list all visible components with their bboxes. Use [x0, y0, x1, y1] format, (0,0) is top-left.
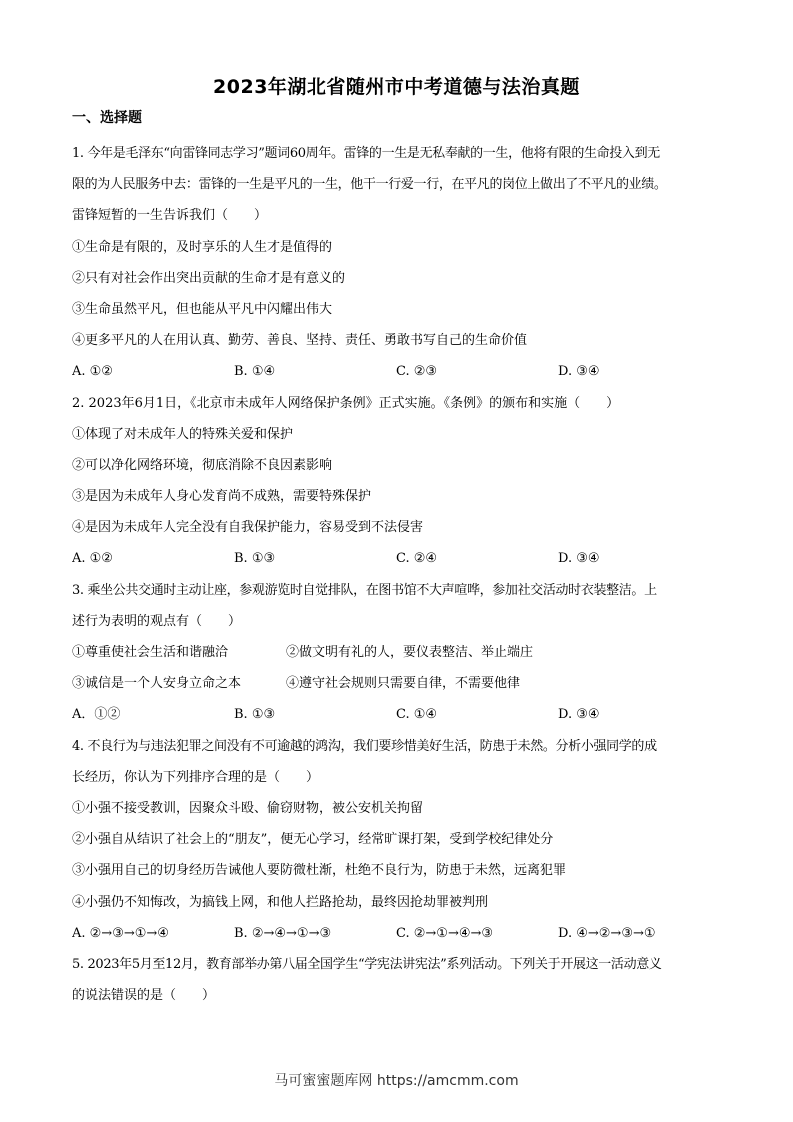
- question-4-options: [72, 918, 722, 949]
- question-1-stem-line-2: 限的为人民服务中去：雷锋的一生是平凡的一生，他干一行爱一行，在平凡的岗位上做出了不平凡的业绩。: [72, 177, 667, 193]
- question-4-stem-line-2: 长经历，你认为下列排序合理的是（ ）: [72, 769, 320, 785]
- option-c: C. ②④: [396, 551, 438, 567]
- option-b: B. ①③: [234, 707, 276, 723]
- question-2-item-4: ④是因为未成年人完全没有自我保护能力，容易受到不法侵害: [72, 520, 424, 536]
- question-2-stem-line-1: 2. 2023年6月1日，《北京市未成年人网络保护条例》正式实施。《条例》的颁布和实施（ ）: [72, 395, 620, 411]
- question-3-options: [72, 699, 722, 730]
- question-4-stem-line-1: 4. 不良行为与违法犯罪之间没有不可逾越的鸿沟，我们要珍惜美好生活，防患于未然。分析小强同学的成: [72, 738, 657, 754]
- option-d: D. ③④: [558, 551, 600, 567]
- question-2-item-1: ①体现了对未成年人的特殊关爱和保护: [72, 426, 294, 442]
- option-a: A. ①②: [72, 364, 113, 380]
- option-c: C. ②③: [396, 364, 438, 380]
- question-2-item-2: ②可以净化网络环境，彻底消除不良因素影响: [72, 457, 333, 473]
- option-b: B. ①③: [234, 551, 276, 567]
- question-4-item-1: ①小强不接受教训，因聚众斗殴、偷窃财物，被公安机关拘留: [72, 800, 424, 816]
- question-3-item-3: ③诚信是一个人安身立命之本: [72, 676, 242, 692]
- section-heading: 一、选择题: [72, 110, 142, 126]
- footer-watermark: 马可蜜蜜题库网 https://amcmm.com: [274, 1073, 519, 1089]
- question-3-items-row-1: [72, 637, 722, 668]
- question-5-stem-line-2: 的说法错误的是（ ）: [72, 988, 216, 1004]
- option-a: A. ①②: [72, 551, 113, 567]
- question-list: [72, 138, 722, 1011]
- option-c: C. ①④: [396, 707, 438, 723]
- question-4-item-2: ②小强自从结识了社会上的“朋友”，便无心学习，经常旷课打架，受到学校纪律处分: [72, 832, 554, 848]
- option-b: B. ①④: [234, 364, 276, 380]
- question-1-item-4: ④更多平凡的人在用认真、勤劳、善良、坚持、责任、勇敢书写自己的生命价值: [72, 333, 528, 349]
- option-a: A．①②: [72, 707, 121, 723]
- question-1-stem-line-3: 雷锋短暂的一生告诉我们（ ）: [72, 208, 268, 224]
- option-a: A. ②→③→①→④: [72, 925, 169, 941]
- question-3-item-2: ②做文明有礼的人，要仪表整洁、举止端庄: [286, 645, 534, 660]
- question-1-stem-line-1: 1. 今年是毛泽东“向雷锋同志学习”题词60周年。雷锋的一生是无私奉献的一生，他将有限的生命投入到无: [72, 146, 660, 161]
- question-1-options: [72, 356, 722, 387]
- question-4-item-3: ③小强用自己的切身经历告诫他人要防微杜渐，杜绝不良行为，防患于未然，远离犯罪: [72, 863, 567, 879]
- question-1-item-1: ①生命是有限的，及时享乐的人生才是值得的: [72, 239, 333, 255]
- question-5-stem-line-1: 5. 2023年5月至12月，教育部举办第八届全国学生“学宪法讲宪法”系列活动。下列关于开展这一活动意义: [72, 956, 662, 972]
- option-c: C. ②→①→④→③: [396, 925, 494, 941]
- question-3-items-row-2: [72, 668, 722, 699]
- question-2-item-3: ③是因为未成年人身心发育尚不成熟，需要特殊保护: [72, 489, 372, 505]
- option-b: B. ②→④→①→③: [234, 925, 332, 941]
- page-title: 2023年湖北省随州市中考道德与法治真题: [213, 76, 580, 98]
- option-d: D. ③④: [558, 364, 600, 380]
- question-1-item-3: ③生命虽然平凡，但也能从平凡中闪耀出伟大: [72, 301, 333, 317]
- question-3-stem-line-2: 述行为表明的观点有（ ）: [72, 613, 242, 629]
- question-3-stem-line-1: 3. 乘坐公共交通时主动让座，参观游览时自觉排队，在图书馆不大声喧哗，参加社交活动时衣装整洁。上: [72, 582, 657, 598]
- question-3-item-1: ①尊重使社会生活和谐融洽: [72, 645, 229, 660]
- option-d: D. ③④: [558, 707, 600, 723]
- question-3-item-4: ④遵守社会规则只需要自律，不需要他律: [286, 676, 521, 692]
- question-2-options: [72, 543, 722, 574]
- question-4-item-4: ④小强仍不知悔改，为搞钱上网，和他人拦路抢劫，最终因抢劫罪被判刑: [72, 894, 489, 910]
- question-1-item-2: ②只有对社会作出突出贡献的生命才是有意义的: [72, 270, 346, 286]
- option-d: D. ④→②→③→①: [558, 925, 656, 941]
